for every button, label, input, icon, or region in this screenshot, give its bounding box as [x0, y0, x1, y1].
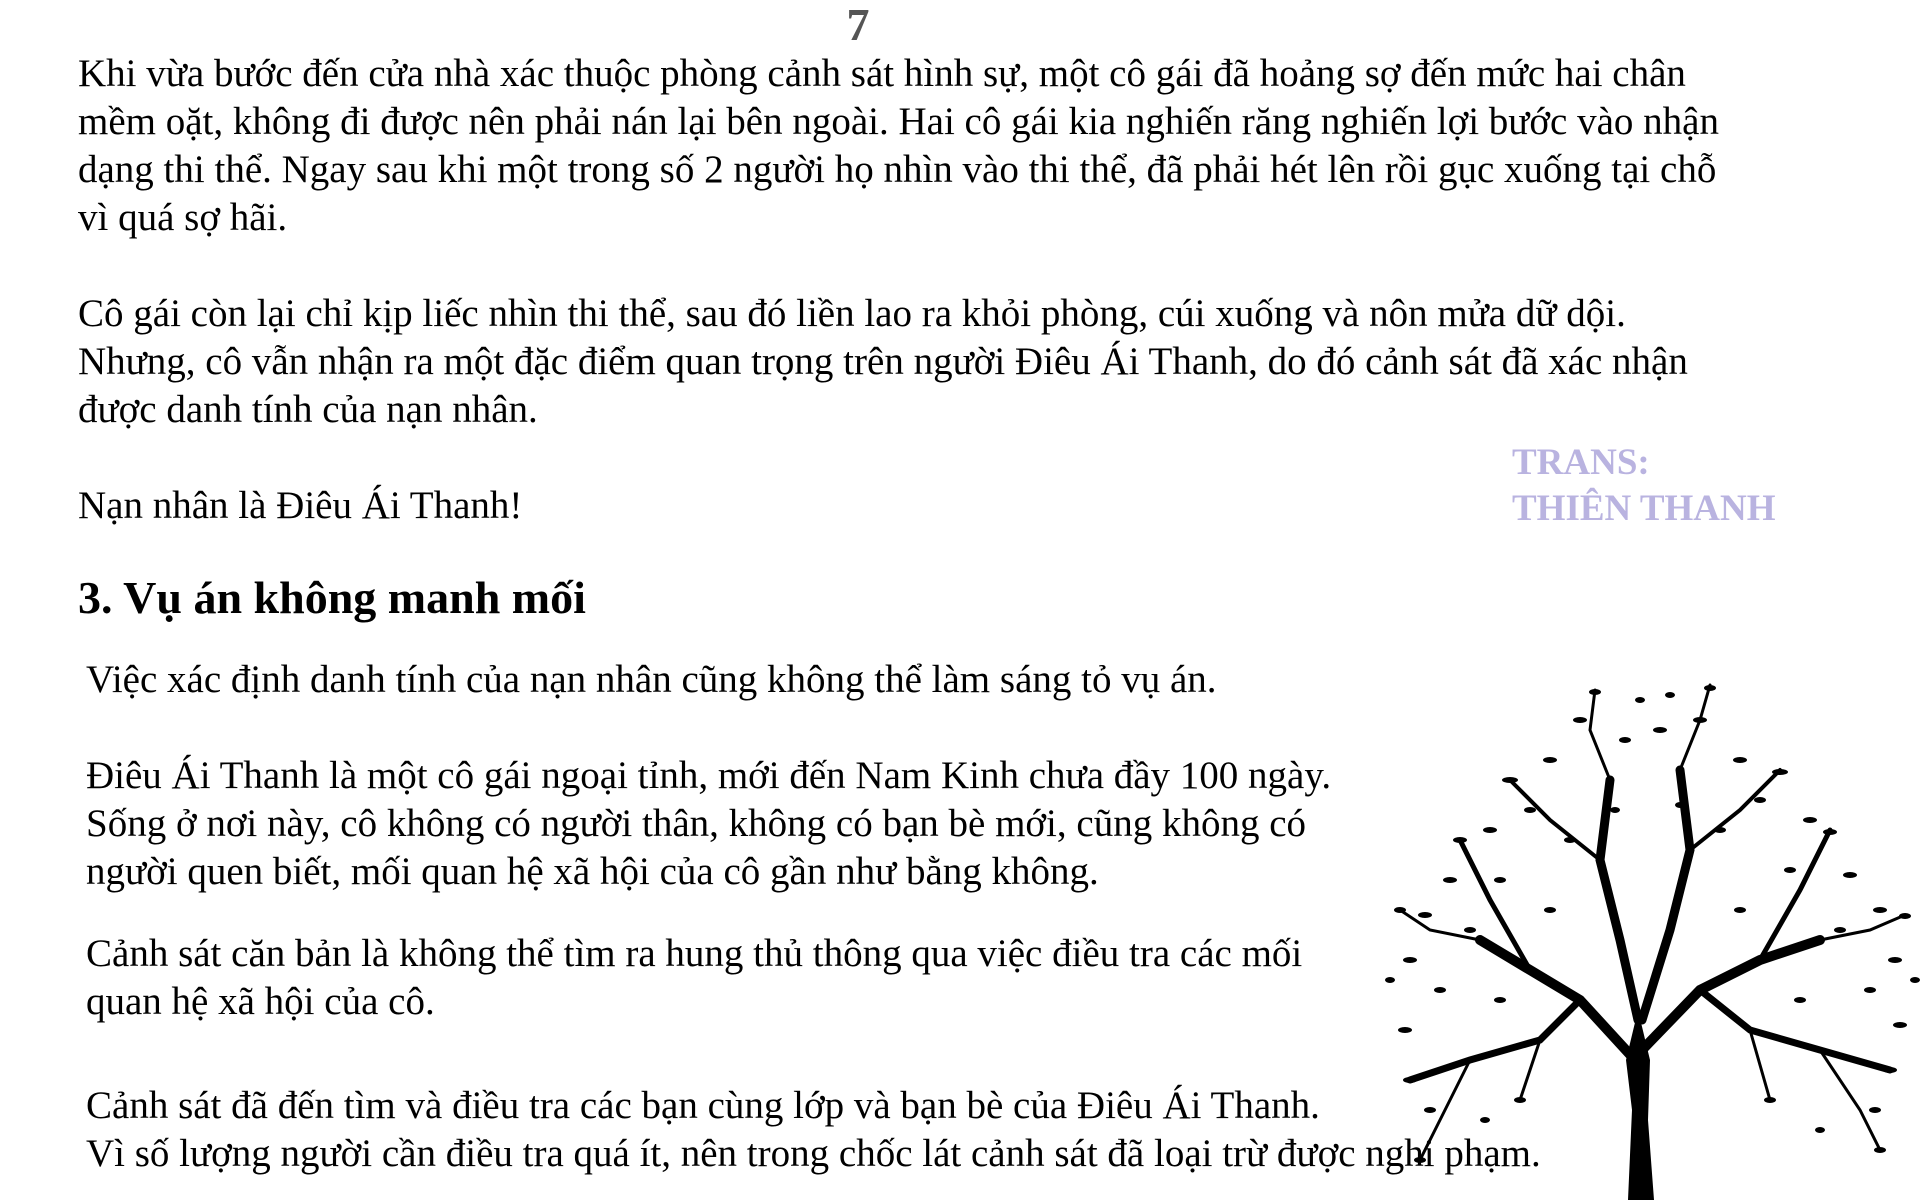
text-line: Điêu Ái Thanh là một cô gái ngoại tỉnh, mới đến Nam Kinh chưa đầy 100 ngày.	[86, 754, 1332, 797]
text-line: Cô gái còn lại chỉ kịp liếc nhìn thi thể, sau đó liền lao ra khỏi phòng, cúi xuống và nôn mửa dữ dội.	[78, 292, 1626, 335]
paragraph-identity-no-help	[86, 656, 1486, 704]
paragraph-victim	[78, 482, 878, 530]
text-line: vì quá sợ hãi.	[78, 196, 288, 239]
paragraph-morgue	[78, 50, 1868, 242]
text-line: Sống ở nơi này, cô không có người thân, không có bạn bè mới, cũng không có	[86, 802, 1307, 845]
page-number: 7	[846, 0, 870, 50]
text-line: Khi vừa bước đến cửa nhà xác thuộc phòng cảnh sát hình sự, một cô gái đã hoảng sợ đến mức hai chân	[78, 52, 1686, 95]
paragraph-identification	[78, 290, 1868, 434]
watermark-line: THIÊN THANH	[1512, 488, 1776, 529]
text-line: Vì số lượng người cần điều tra quá ít, nên trong chốc lát cảnh sát đã loại trừ được nghi phạm.	[86, 1132, 1541, 1175]
text-line: Việc xác định danh tính của nạn nhân cũng không thể làm sáng tỏ vụ án.	[86, 658, 1217, 701]
text-line: Cảnh sát đã đến tìm và điều tra các bạn cùng lớp và bạn bè của Điêu Ái Thanh.	[86, 1084, 1320, 1127]
paragraph-no-leads	[86, 930, 1466, 1026]
text-line: người quen biết, mối quan hệ xã hội của cô gần như bằng không.	[86, 850, 1099, 893]
text-line: quan hệ xã hội của cô.	[86, 980, 435, 1023]
text-line: Nhưng, cô vẫn nhận ra một đặc điểm quan trọng trên người Điêu Ái Thanh, do đó cảnh sát đã xác nhận	[78, 340, 1688, 383]
paragraph-outsider	[86, 752, 1466, 896]
text-line: mềm oặt, không đi được nên phải nán lại bên ngoài. Hai cô gái kia nghiến răng nghiến lợi bước vào nhận	[78, 100, 1719, 143]
text-line: Nạn nhân là Điêu Ái Thanh!	[78, 484, 523, 527]
watermark-line: TRANS:	[1512, 442, 1650, 483]
text-line: được danh tính của nạn nhân.	[78, 388, 538, 431]
text-line: Cảnh sát căn bản là không thể tìm ra hung thủ thông qua việc điều tra các mối	[86, 932, 1303, 975]
text-line: dạng thi thể. Ngay sau khi một trong số 2 người họ nhìn vào thi thể, đã phải hét lên rồi gục xuống tại chỗ	[78, 148, 1717, 191]
section-heading: 3. Vụ án không manh mối	[78, 572, 586, 623]
translator-watermark	[1512, 440, 1776, 532]
paragraph-classmates	[86, 1082, 1686, 1178]
